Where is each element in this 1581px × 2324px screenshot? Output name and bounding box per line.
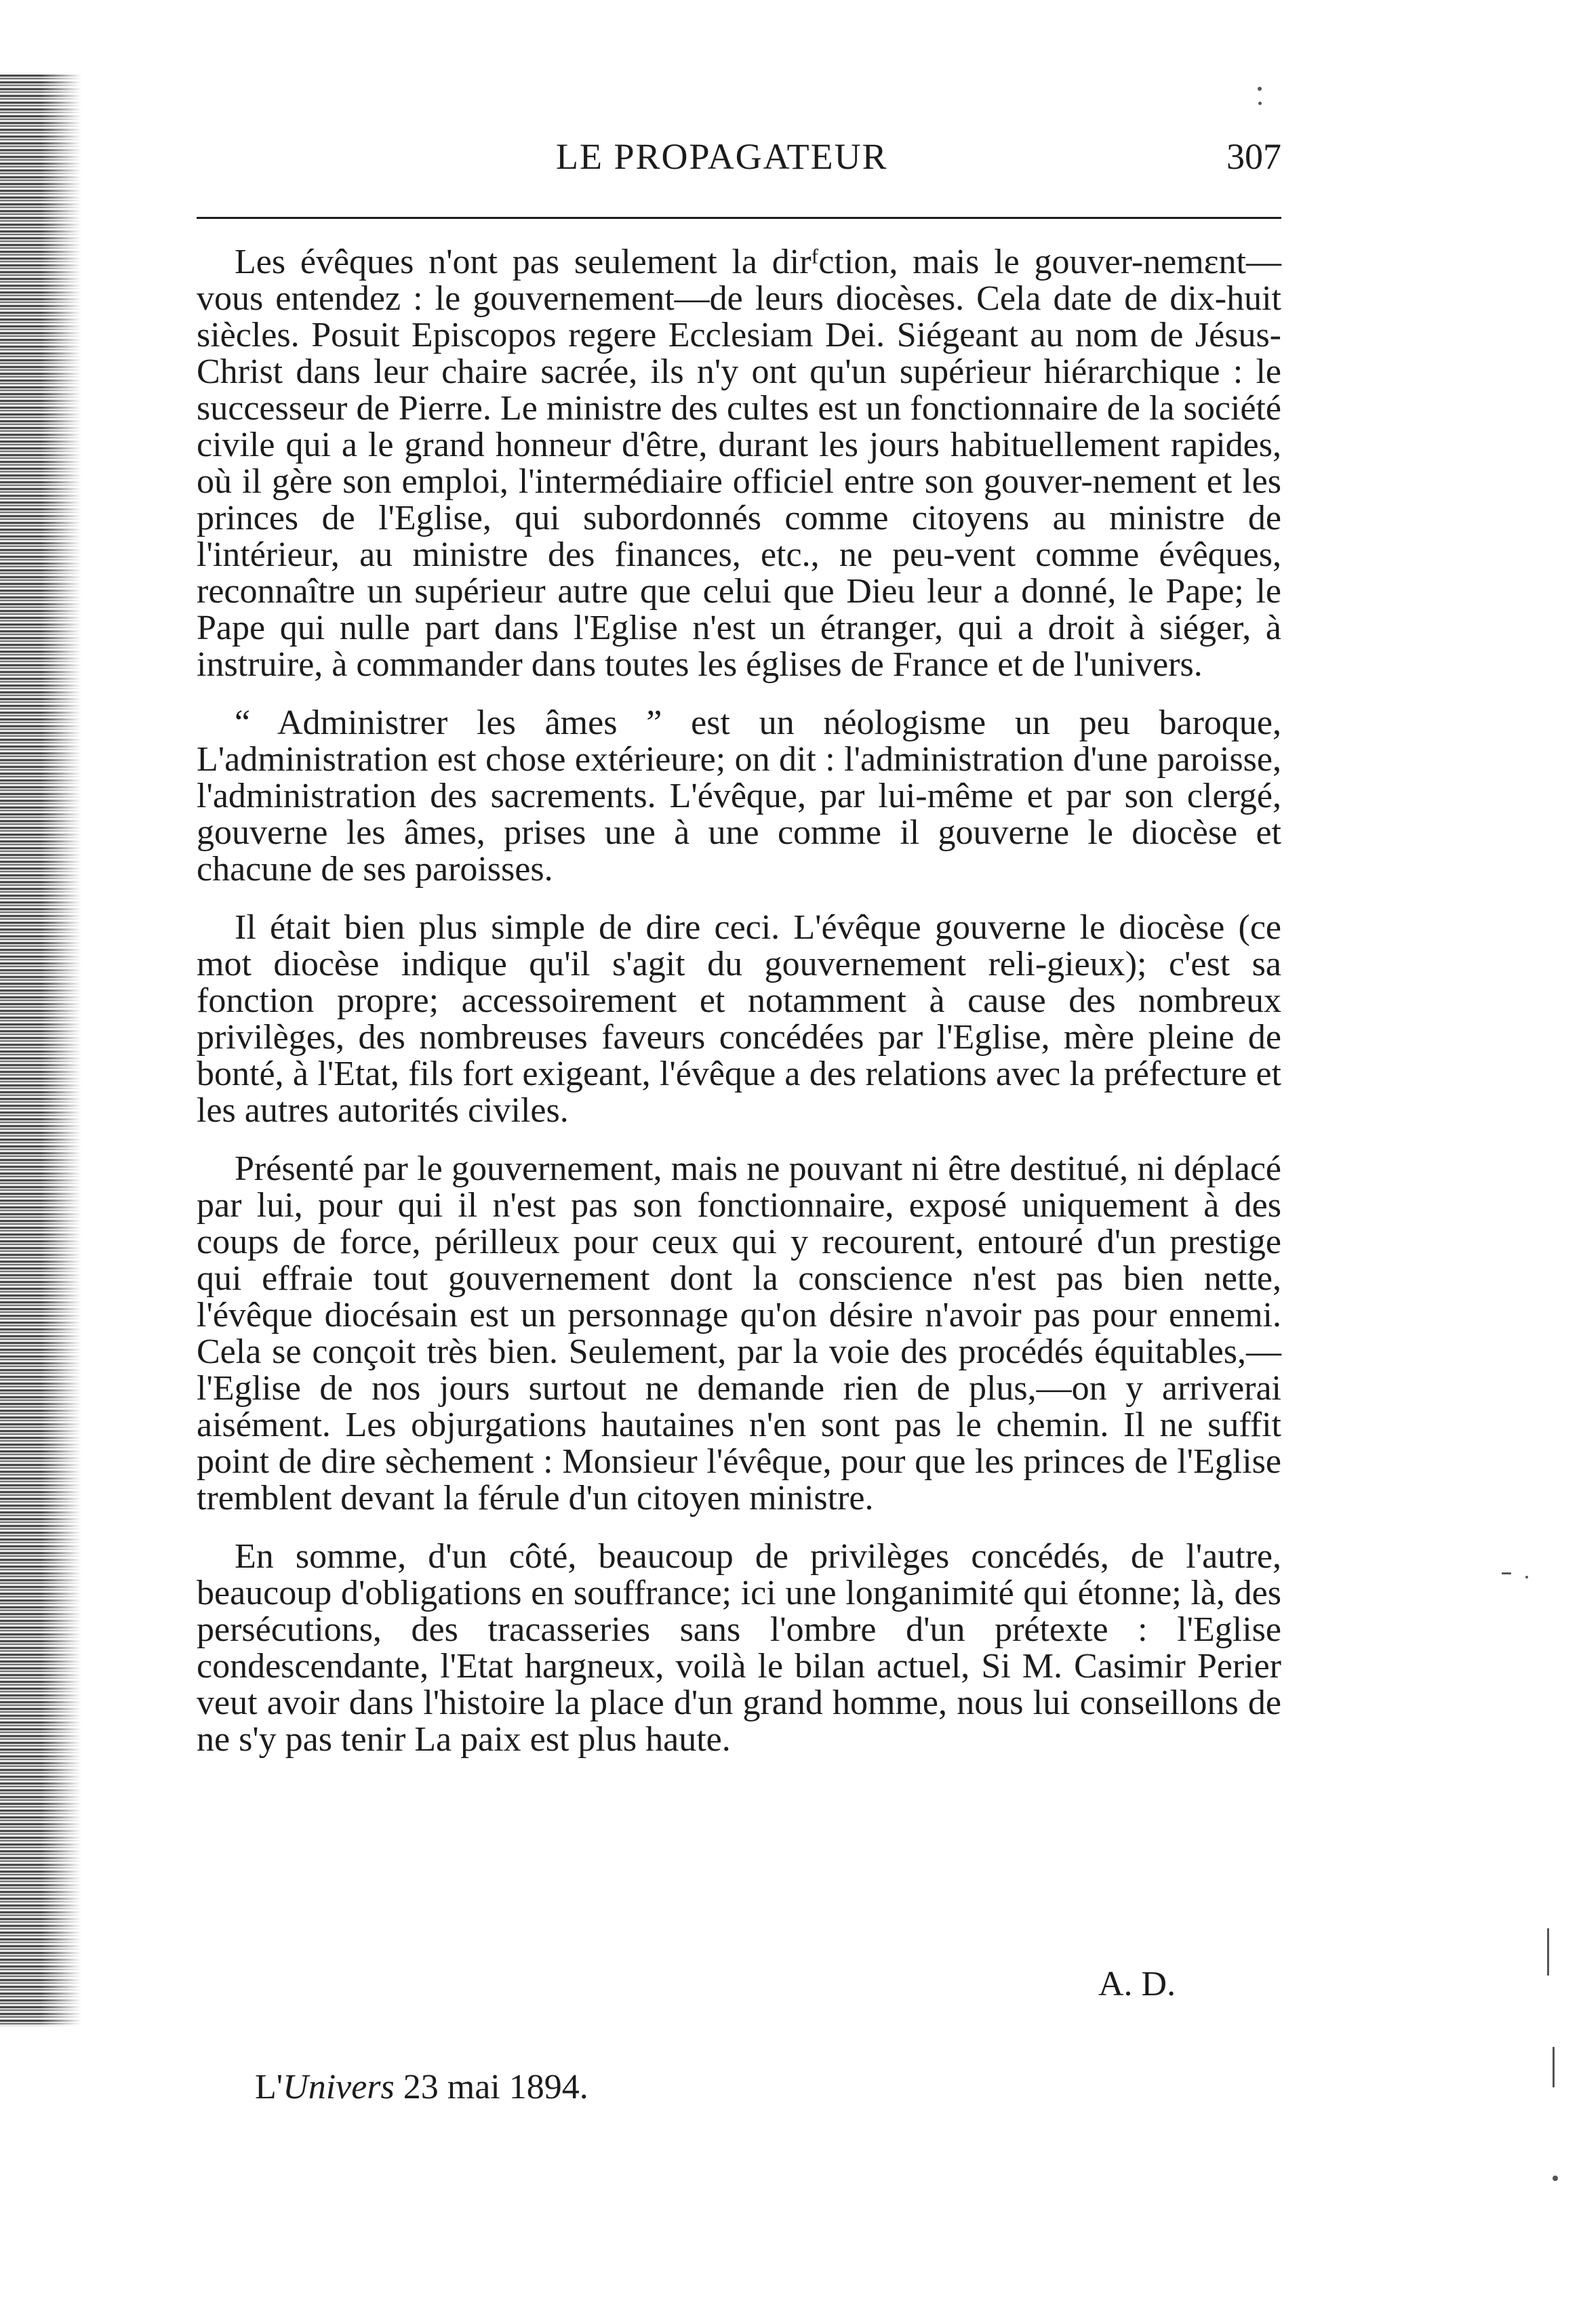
running-title: LE PROPAGATEUR — [556, 136, 888, 177]
source-publication: Univers — [283, 2068, 395, 2106]
source-citation — [255, 2067, 588, 2107]
scan-speck — [1525, 1576, 1528, 1578]
scan-speck — [1502, 1572, 1511, 1574]
author-signature: A. D. — [1098, 1965, 1176, 2003]
paragraph-5: En somme, d'un côté, beaucoup de privilèges concédés, de l'autre, beaucoup d'obligations en souffrance; ici une longanimité qui étonne; là, des persécutions, des tracasseries sans l'ombre d'un prétexte : l'Eglise condescendante, l'Etat hargneux, voilà le bilan actuel, Si M. Casimir Perier veut avoir dans l'histoire la place d'un grand homme, nous lui conseillons de ne s'y pas tenir La paix est plus haute. — [197, 1537, 1281, 1759]
source-prefix: L' — [255, 2068, 283, 2106]
paragraph-1: Les évêques n'ont pas seulement la dirᶠction, mais le gouver-nemεnt— vous entendez : le gouvernement—de leurs diocèses. Cela date de dix-huit siècles. Posuit Episcopos regere Ecclesiam Dei. Siégeant au nom de Jésus-Christ dans leur chaire sacrée, ils n'y ont qu'un supérieur hiérarchique : le successeur de Pierre. Le ministre des cultes est un fonctionnaire de la société civile qui a le grand honneur d'être, durant les jours habituellement rapides, où il gère son emploi, l'intermédiaire officiel entre son gouver-nement et les princes de l'Eglise, qui subordonnés comme citoyens au ministre de l'intérieur, au ministre des finances, etc., ne peu-vent comme évêques, reconnaître un supérieur autre que celui que Dieu leur a donné, le Pape; le Pape qui nulle part dans l'Eglise n'est un étranger, qui a droit à siéger, à instruire, à commander dans toutes les églises de France et de l'univers. — [197, 243, 1281, 684]
scan-speck — [1553, 2176, 1558, 2181]
page-number: 307 — [1226, 136, 1281, 177]
source-date: 23 mai 1894. — [394, 2068, 588, 2106]
scan-speck — [1553, 2047, 1555, 2087]
scan-speck — [1258, 102, 1262, 105]
scan-speck — [1258, 87, 1262, 91]
header-rule — [197, 217, 1281, 219]
page-header — [197, 136, 1281, 197]
paragraph-2: “ Administrer les âmes ” est un néologisme un peu baroque, L'administration est chose extérieure; on dit : l'administration d'une paroisse, l'administration des sacrements. L'évêque, par lui-même et par son clergé, gouverne les âmes, prises une à une comme il gouverne le diocèse et chacune de ses paroisses. — [197, 704, 1281, 889]
article-body — [197, 244, 1281, 1780]
scan-speck — [1547, 1928, 1549, 1976]
page-binding-edge — [0, 75, 81, 2026]
paragraph-4: Présenté par le gouvernement, mais ne pouvant ni être destitué, ni déplacé par lui, pour qui il n'est pas son fonctionnaire, exposé uniquement à des coups de force, périlleux pour ceux qui y recourent, entouré d'un prestige qui effraie tout gouvernement dont la conscience n'est pas bien nette, l'évêque diocésain est un personnage qu'on désire n'avoir pas pour ennemi. Cela se conçoit très bien. Seulement, par la voie des procédés équitables,—l'Eglise de nos jours surtout ne demande rien de plus,—on y arriverai aisément. Les objurgations hautaines n'en sont pas le chemin. Il ne suffit point de dire sèchement : Monsieur l'évêque, pour que les princes de l'Eglise tremblent devant la férule d'un citoyen ministre. — [197, 1149, 1281, 1517]
paragraph-3: Il était bien plus simple de dire ceci. L'évêque gouverne le diocèse (ce mot diocèse indique qu'il s'agit du gouvernement reli-gieux); c'est sa fonction propre; accessoirement et notamment à cause des nombreux privilèges, des nombreuses faveurs concédées par l'Eglise, mère pleine de bonté, à l'Etat, fils fort exigeant, l'évêque a des relations avec la préfecture et les autres autorités civiles. — [197, 908, 1281, 1130]
